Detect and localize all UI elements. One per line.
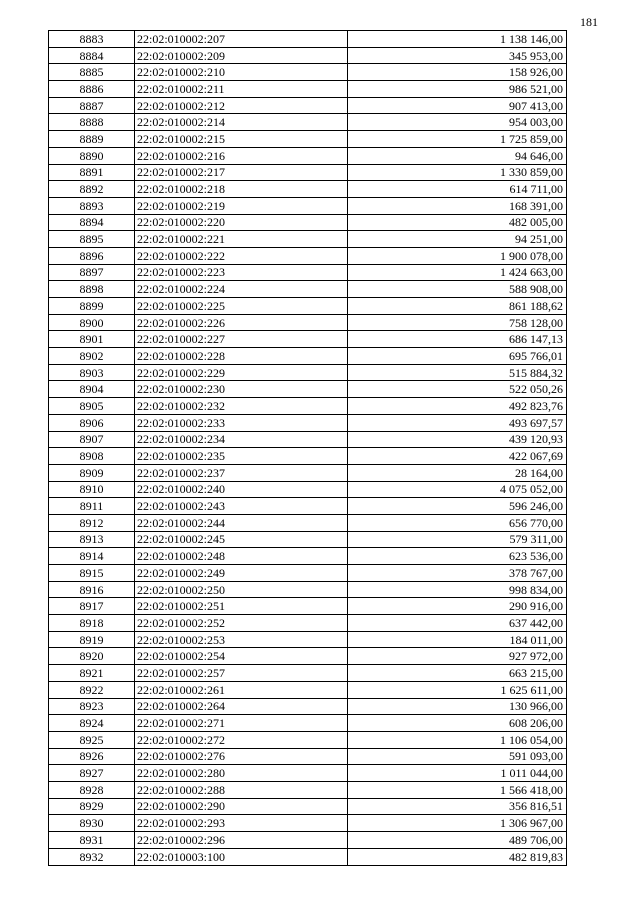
cadastral-value-cell: 356 816,51	[348, 798, 567, 815]
row-number-cell: 8901	[49, 331, 135, 348]
page-number: 181	[580, 15, 598, 29]
row-number-cell: 8886	[49, 81, 135, 98]
cadastral-number-cell: 22:02:010002:225	[135, 298, 348, 315]
cadastral-number-cell: 22:02:010003:100	[135, 848, 348, 865]
cadastral-value-cell: 591 093,00	[348, 748, 567, 765]
table-row	[49, 431, 567, 448]
cadastral-value-cell: 1 625 611,00	[348, 681, 567, 698]
row-number-cell: 8919	[49, 631, 135, 648]
row-number-cell: 8922	[49, 681, 135, 698]
cadastral-number-cell: 22:02:010002:290	[135, 798, 348, 815]
cadastral-number-cell: 22:02:010002:230	[135, 381, 348, 398]
cadastral-value-cell: 130 966,00	[348, 698, 567, 715]
table-row	[49, 214, 567, 231]
cadastral-number-cell: 22:02:010002:212	[135, 97, 348, 114]
table-row	[49, 615, 567, 632]
cadastral-value-cell: 492 823,76	[348, 398, 567, 415]
table-row	[49, 181, 567, 198]
row-number-cell: 8889	[49, 131, 135, 148]
table-row	[49, 147, 567, 164]
cadastral-value-cell: 1 330 859,00	[348, 164, 567, 181]
row-number-cell: 8923	[49, 698, 135, 715]
cadastral-number-cell: 22:02:010002:211	[135, 81, 348, 98]
row-number-cell: 8916	[49, 581, 135, 598]
row-number-cell: 8925	[49, 731, 135, 748]
table-row	[49, 381, 567, 398]
table-row	[49, 364, 567, 381]
table-row	[49, 715, 567, 732]
table-row	[49, 631, 567, 648]
row-number-cell: 8930	[49, 815, 135, 832]
cadastral-number-cell: 22:02:010002:254	[135, 648, 348, 665]
row-number-cell: 8899	[49, 298, 135, 315]
cadastral-number-cell: 22:02:010002:233	[135, 414, 348, 431]
row-number-cell: 8911	[49, 498, 135, 515]
cadastral-number-cell: 22:02:010002:264	[135, 698, 348, 715]
table-row	[49, 197, 567, 214]
table-row	[49, 231, 567, 248]
row-number-cell: 8929	[49, 798, 135, 815]
cadastral-value-cell: 927 972,00	[348, 648, 567, 665]
cadastral-value-cell: 482 819,83	[348, 848, 567, 865]
table-row	[49, 31, 567, 48]
cadastral-number-cell: 22:02:010002:271	[135, 715, 348, 732]
row-number-cell: 8905	[49, 398, 135, 415]
row-number-cell: 8890	[49, 147, 135, 164]
row-number-cell: 8888	[49, 114, 135, 131]
cadastral-number-cell: 22:02:010002:261	[135, 681, 348, 698]
cadastral-number-cell: 22:02:010002:222	[135, 247, 348, 264]
table-row	[49, 464, 567, 481]
cadastral-value-cell: 482 005,00	[348, 214, 567, 231]
row-number-cell: 8887	[49, 97, 135, 114]
cadastral-number-cell: 22:02:010002:232	[135, 398, 348, 415]
row-number-cell: 8909	[49, 464, 135, 481]
cadastral-value-cell: 184 011,00	[348, 631, 567, 648]
cadastral-value-cell: 637 442,00	[348, 615, 567, 632]
cadastral-number-cell: 22:02:010002:218	[135, 181, 348, 198]
table-row	[49, 247, 567, 264]
cadastral-value-cell: 1 424 663,00	[348, 264, 567, 281]
row-number-cell: 8918	[49, 615, 135, 632]
cadastral-number-cell: 22:02:010002:217	[135, 164, 348, 181]
table-row	[49, 798, 567, 815]
table-row	[49, 848, 567, 865]
cadastral-number-cell: 22:02:010002:243	[135, 498, 348, 515]
row-number-cell: 8892	[49, 181, 135, 198]
row-number-cell: 8910	[49, 481, 135, 498]
cadastral-value-cell: 954 003,00	[348, 114, 567, 131]
cadastral-number-cell: 22:02:010002:235	[135, 448, 348, 465]
cadastral-value-cell: 663 215,00	[348, 665, 567, 682]
table-row	[49, 598, 567, 615]
table-row	[49, 448, 567, 465]
table-row	[49, 581, 567, 598]
table-body	[49, 31, 567, 866]
row-number-cell: 8895	[49, 231, 135, 248]
cadastral-number-cell: 22:02:010002:237	[135, 464, 348, 481]
table-row	[49, 47, 567, 64]
cadastral-value-table	[48, 30, 567, 866]
table-row	[49, 97, 567, 114]
table-row	[49, 698, 567, 715]
cadastral-value-cell: 489 706,00	[348, 832, 567, 849]
cadastral-number-cell: 22:02:010002:207	[135, 31, 348, 48]
row-number-cell: 8920	[49, 648, 135, 665]
cadastral-value-cell: 907 413,00	[348, 97, 567, 114]
row-number-cell: 8917	[49, 598, 135, 615]
cadastral-value-cell: 94 251,00	[348, 231, 567, 248]
cadastral-number-cell: 22:02:010002:215	[135, 131, 348, 148]
cadastral-number-cell: 22:02:010002:248	[135, 548, 348, 565]
cadastral-number-cell: 22:02:010002:224	[135, 281, 348, 298]
cadastral-number-cell: 22:02:010002:293	[135, 815, 348, 832]
table-row	[49, 548, 567, 565]
cadastral-value-cell: 28 164,00	[348, 464, 567, 481]
cadastral-number-cell: 22:02:010002:210	[135, 64, 348, 81]
cadastral-value-cell: 608 206,00	[348, 715, 567, 732]
table-row	[49, 531, 567, 548]
table-row	[49, 114, 567, 131]
cadastral-number-cell: 22:02:010002:252	[135, 615, 348, 632]
cadastral-value-cell: 596 246,00	[348, 498, 567, 515]
cadastral-number-cell: 22:02:010002:216	[135, 147, 348, 164]
cadastral-number-cell: 22:02:010002:228	[135, 348, 348, 365]
cadastral-number-cell: 22:02:010002:244	[135, 514, 348, 531]
row-number-cell: 8927	[49, 765, 135, 782]
table-row	[49, 781, 567, 798]
cadastral-value-cell: 623 536,00	[348, 548, 567, 565]
row-number-cell: 8897	[49, 264, 135, 281]
cadastral-number-cell: 22:02:010002:280	[135, 765, 348, 782]
cadastral-number-cell: 22:02:010002:288	[135, 781, 348, 798]
cadastral-value-cell: 1 725 859,00	[348, 131, 567, 148]
cadastral-value-cell: 168 391,00	[348, 197, 567, 214]
row-number-cell: 8883	[49, 31, 135, 48]
row-number-cell: 8896	[49, 247, 135, 264]
row-number-cell: 8931	[49, 832, 135, 849]
cadastral-number-cell: 22:02:010002:234	[135, 431, 348, 448]
table-row	[49, 748, 567, 765]
row-number-cell: 8900	[49, 314, 135, 331]
cadastral-value-cell: 158 926,00	[348, 64, 567, 81]
table-row	[49, 648, 567, 665]
table-row	[49, 64, 567, 81]
cadastral-number-cell: 22:02:010002:226	[135, 314, 348, 331]
row-number-cell: 8932	[49, 848, 135, 865]
table-row	[49, 164, 567, 181]
cadastral-value-cell: 439 120,93	[348, 431, 567, 448]
cadastral-number-cell: 22:02:010002:223	[135, 264, 348, 281]
cadastral-number-cell: 22:02:010002:229	[135, 364, 348, 381]
cadastral-value-cell: 588 908,00	[348, 281, 567, 298]
cadastral-value-cell: 522 050,26	[348, 381, 567, 398]
row-number-cell: 8915	[49, 565, 135, 582]
table-row	[49, 832, 567, 849]
table-row	[49, 281, 567, 298]
cadastral-number-cell: 22:02:010002:251	[135, 598, 348, 615]
cadastral-value-cell: 422 067,69	[348, 448, 567, 465]
row-number-cell: 8904	[49, 381, 135, 398]
cadastral-number-cell: 22:02:010002:257	[135, 665, 348, 682]
cadastral-number-cell: 22:02:010002:221	[135, 231, 348, 248]
cadastral-value-cell: 378 767,00	[348, 565, 567, 582]
row-number-cell: 8914	[49, 548, 135, 565]
table-row	[49, 665, 567, 682]
cadastral-number-cell: 22:02:010002:214	[135, 114, 348, 131]
cadastral-number-cell: 22:02:010002:272	[135, 731, 348, 748]
table-row	[49, 348, 567, 365]
row-number-cell: 8898	[49, 281, 135, 298]
table-row	[49, 681, 567, 698]
table-row	[49, 398, 567, 415]
table-row	[49, 81, 567, 98]
cadastral-value-cell: 1 011 044,00	[348, 765, 567, 782]
table-row	[49, 498, 567, 515]
cadastral-number-cell: 22:02:010002:296	[135, 832, 348, 849]
cadastral-value-cell: 1 900 078,00	[348, 247, 567, 264]
row-number-cell: 8926	[49, 748, 135, 765]
table-row	[49, 314, 567, 331]
cadastral-number-cell: 22:02:010002:220	[135, 214, 348, 231]
cadastral-value-cell: 656 770,00	[348, 514, 567, 531]
table-row	[49, 264, 567, 281]
table-row	[49, 131, 567, 148]
table-row	[49, 565, 567, 582]
row-number-cell: 8907	[49, 431, 135, 448]
row-number-cell: 8921	[49, 665, 135, 682]
cadastral-value-cell: 686 147,13	[348, 331, 567, 348]
cadastral-value-cell: 861 188,62	[348, 298, 567, 315]
cadastral-number-cell: 22:02:010002:209	[135, 47, 348, 64]
cadastral-value-cell: 1 106 054,00	[348, 731, 567, 748]
cadastral-value-cell: 579 311,00	[348, 531, 567, 548]
table-row	[49, 414, 567, 431]
cadastral-number-cell: 22:02:010002:245	[135, 531, 348, 548]
cadastral-value-cell: 1 138 146,00	[348, 31, 567, 48]
cadastral-value-cell: 290 916,00	[348, 598, 567, 615]
cadastral-number-cell: 22:02:010002:219	[135, 197, 348, 214]
cadastral-value-cell: 986 521,00	[348, 81, 567, 98]
cadastral-value-cell: 94 646,00	[348, 147, 567, 164]
row-number-cell: 8894	[49, 214, 135, 231]
table-row	[49, 298, 567, 315]
table-row	[49, 331, 567, 348]
cadastral-value-cell: 515 884,32	[348, 364, 567, 381]
table-row	[49, 514, 567, 531]
table-row	[49, 731, 567, 748]
row-number-cell: 8884	[49, 47, 135, 64]
row-number-cell: 8885	[49, 64, 135, 81]
cadastral-value-cell: 1 306 967,00	[348, 815, 567, 832]
cadastral-value-cell: 345 953,00	[348, 47, 567, 64]
row-number-cell: 8908	[49, 448, 135, 465]
cadastral-number-cell: 22:02:010002:250	[135, 581, 348, 598]
cadastral-number-cell: 22:02:010002:240	[135, 481, 348, 498]
cadastral-value-cell: 695 766,01	[348, 348, 567, 365]
row-number-cell: 8928	[49, 781, 135, 798]
row-number-cell: 8924	[49, 715, 135, 732]
cadastral-number-cell: 22:02:010002:276	[135, 748, 348, 765]
row-number-cell: 8891	[49, 164, 135, 181]
cadastral-number-cell: 22:02:010002:227	[135, 331, 348, 348]
cadastral-value-cell: 4 075 052,00	[348, 481, 567, 498]
row-number-cell: 8912	[49, 514, 135, 531]
row-number-cell: 8913	[49, 531, 135, 548]
row-number-cell: 8902	[49, 348, 135, 365]
cadastral-value-cell: 493 697,57	[348, 414, 567, 431]
row-number-cell: 8893	[49, 197, 135, 214]
row-number-cell: 8906	[49, 414, 135, 431]
table-row	[49, 765, 567, 782]
table-row	[49, 815, 567, 832]
cadastral-number-cell: 22:02:010002:253	[135, 631, 348, 648]
row-number-cell: 8903	[49, 364, 135, 381]
cadastral-value-cell: 758 128,00	[348, 314, 567, 331]
cadastral-value-cell: 614 711,00	[348, 181, 567, 198]
cadastral-value-cell: 998 834,00	[348, 581, 567, 598]
cadastral-number-cell: 22:02:010002:249	[135, 565, 348, 582]
cadastral-value-cell: 1 566 418,00	[348, 781, 567, 798]
table-row	[49, 481, 567, 498]
